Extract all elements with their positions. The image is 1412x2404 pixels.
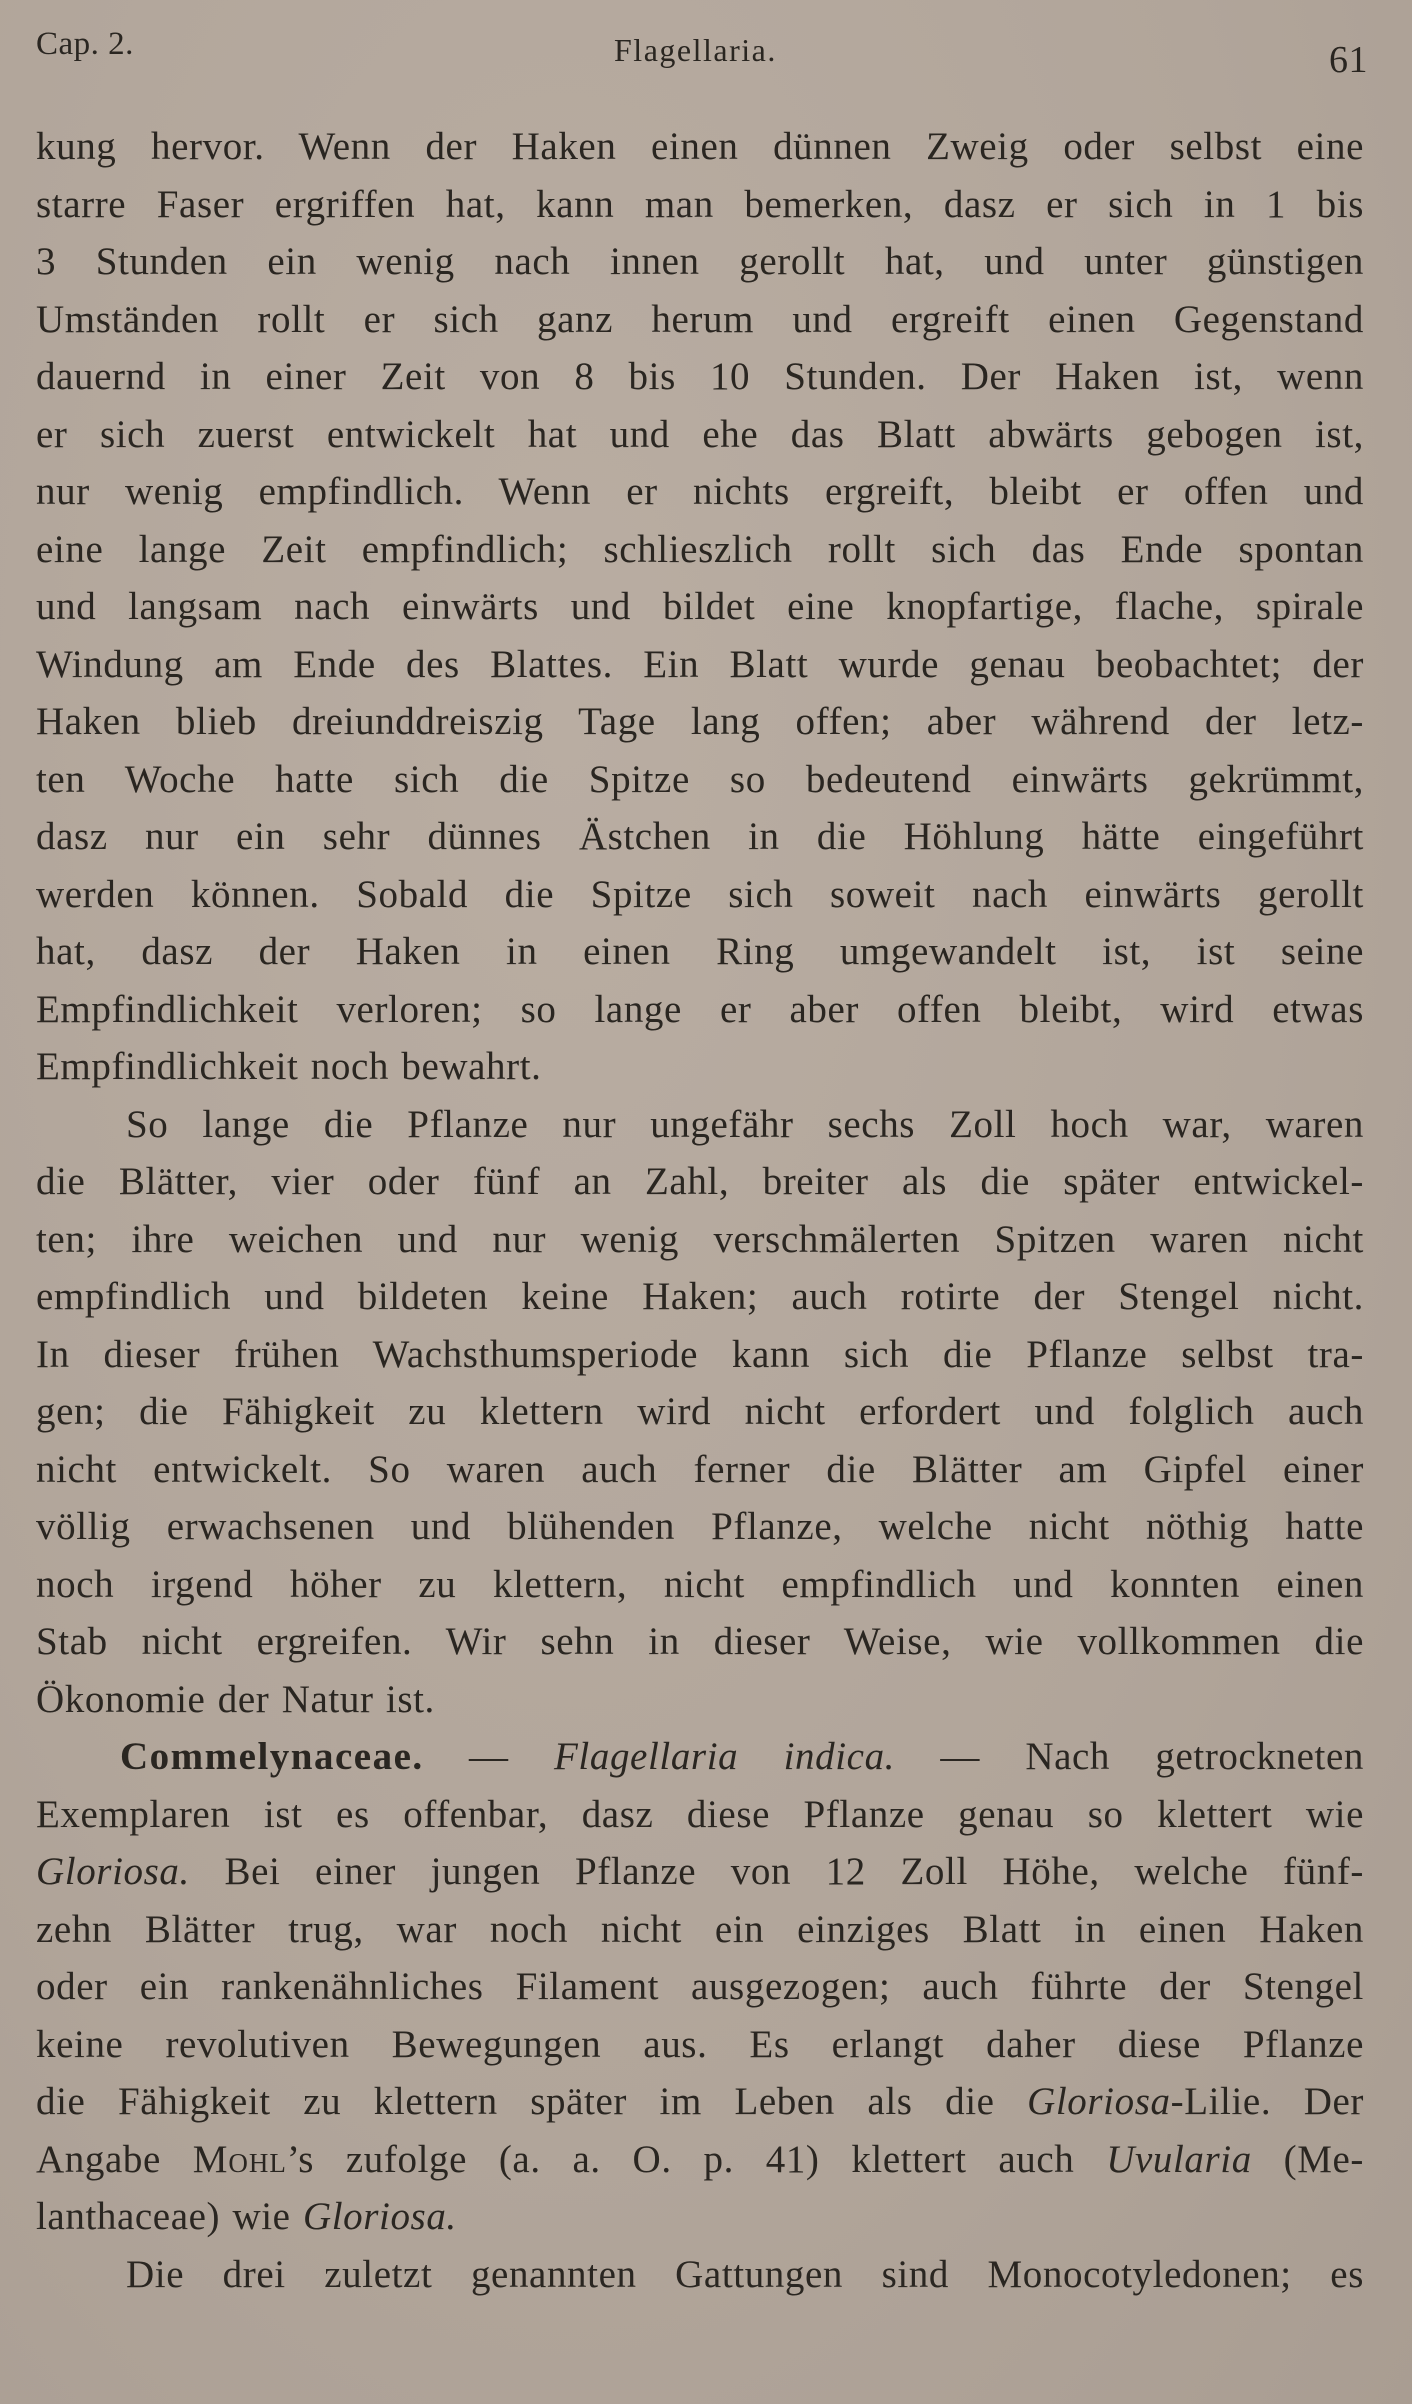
text-line bbox=[36, 406, 1364, 464]
text-segment: Haken blieb dreiunddreiszig Tage lang offen; aber während der letz- bbox=[36, 700, 1364, 743]
text-segment: nicht entwickelt. So waren auch ferner die Blätter am Gipfel einer bbox=[36, 1447, 1364, 1491]
text-segment: Exemplaren ist es offenbar, dasz diese Pflanze genau so klettert wie bbox=[36, 1792, 1364, 1836]
text-line bbox=[36, 1153, 1364, 1211]
running-title: Flagellaria. bbox=[614, 32, 777, 68]
text-line bbox=[36, 2016, 1364, 2074]
text-line bbox=[36, 2246, 1364, 2304]
text-line bbox=[36, 636, 1364, 694]
text-line bbox=[36, 463, 1364, 521]
text-segment: lanthaceae) wie bbox=[36, 2195, 303, 2238]
text-segment: Empfindlichkeit verloren; so lange er aber offen bleibt, wird etwas bbox=[36, 987, 1364, 1031]
text-line bbox=[36, 1498, 1364, 1556]
section-heading: Commelynaceae. bbox=[120, 1735, 424, 1778]
text-line bbox=[36, 751, 1364, 809]
text-line bbox=[36, 1786, 1364, 1844]
text-segment: keine revolutiven Bewegungen aus. Es erlangt daher diese Pflanze bbox=[36, 2022, 1364, 2066]
text-segment: werden können. Sobald die Spitze sich soweit nach einwärts gerollt bbox=[36, 872, 1364, 916]
author-name: Mohl bbox=[192, 2137, 287, 2181]
text-line bbox=[36, 1268, 1364, 1326]
text-line bbox=[36, 1613, 1364, 1671]
text-line bbox=[36, 233, 1364, 291]
page-number: 61 bbox=[1329, 39, 1368, 81]
text-line bbox=[36, 2188, 1364, 2246]
text-segment: empfindlich und bildeten keine Haken; auch rotirte der Stengel nicht. bbox=[36, 1275, 1364, 1318]
text-line bbox=[36, 981, 1364, 1039]
text-segment: dasz nur ein sehr dünnes Ästchen in die Höhlung hätte eingeführt bbox=[36, 815, 1364, 858]
text-line bbox=[36, 2131, 1364, 2189]
text-segment: gen; die Fähigkeit zu klettern wird nicht erfordert und folglich auch bbox=[36, 1390, 1364, 1433]
text-line bbox=[36, 348, 1364, 406]
text-segment: 3 Stunden ein wenig nach innen gerollt hat, und unter günstigen bbox=[36, 240, 1364, 283]
text-segment: die Fähigkeit zu klettern später im Leben als die bbox=[36, 2080, 1028, 2123]
text-segment: Bei einer jungen Pflanze von 12 Zoll Höhe, welche fünf- bbox=[189, 1850, 1364, 1893]
text-segment: ’s zufolge (a. a. O. p. 41) klettert auch bbox=[286, 2137, 1107, 2181]
text-line bbox=[36, 1671, 1364, 1729]
text-segment: Umständen rollt er sich ganz herum und ergreift einen Gegenstand bbox=[36, 297, 1364, 341]
text-segment: — bbox=[423, 1735, 554, 1778]
italic-term: Uvularia bbox=[1106, 2137, 1252, 2181]
text-line bbox=[36, 1556, 1364, 1614]
running-header bbox=[36, 26, 1368, 86]
text-line bbox=[36, 1383, 1364, 1441]
italic-term: Gloriosa. bbox=[36, 1850, 190, 1893]
text-line bbox=[36, 1326, 1364, 1384]
text-segment: oder ein rankenähnliches Filament ausgezogen; auch führte der Stengel bbox=[36, 1965, 1364, 2008]
text-segment: ten Woche hatte sich die Spitze so bedeutend einwärts gekrümmt, bbox=[36, 757, 1364, 801]
text-line bbox=[36, 291, 1364, 349]
text-segment: ten; ihre weichen und nur wenig verschmälerten Spitzen waren nicht bbox=[36, 1217, 1364, 1261]
text-segment: Die drei zuletzt genannten Gattungen sind Monocotyledonen; es bbox=[126, 2252, 1364, 2296]
body-text bbox=[36, 118, 1364, 2303]
text-line bbox=[36, 866, 1364, 924]
text-segment: -Lilie. Der bbox=[1170, 2080, 1364, 2123]
text-line bbox=[36, 1211, 1364, 1269]
text-segment: Stab nicht ergreifen. Wir sehn in dieser Weise, wie vollkommen die bbox=[36, 1620, 1364, 1663]
text-line bbox=[36, 1843, 1364, 1901]
italic-term: Flagellaria indica. bbox=[553, 1735, 896, 1778]
chapter-label: Cap. 2. bbox=[36, 26, 134, 62]
text-line bbox=[36, 1441, 1364, 1499]
text-line bbox=[36, 1096, 1364, 1154]
text-line bbox=[36, 1901, 1364, 1959]
italic-term: Gloriosa. bbox=[302, 2195, 457, 2238]
text-segment: — Nach getrockneten bbox=[895, 1735, 1364, 1778]
text-line bbox=[36, 521, 1364, 579]
text-segment: Angabe bbox=[36, 2137, 193, 2181]
text-segment: dauernd in einer Zeit von 8 bis 10 Stunden. Der Haken ist, wenn bbox=[36, 355, 1364, 398]
text-segment: (Me- bbox=[1251, 2137, 1364, 2181]
text-line bbox=[36, 176, 1364, 234]
text-line bbox=[36, 923, 1364, 981]
text-line bbox=[36, 693, 1364, 751]
text-segment: nur wenig empfindlich. Wenn er nichts ergreift, bleibt er offen und bbox=[36, 470, 1364, 513]
text-segment: zehn Blätter trug, war noch nicht ein einziges Blatt in einen Haken bbox=[36, 1907, 1364, 1951]
text-line bbox=[36, 578, 1364, 636]
text-segment: eine lange Zeit empfindlich; schlieszlich rollt sich das Ende spontan bbox=[36, 527, 1364, 571]
text-segment: starre Faser ergriffen hat, kann man bemerken, dasz er sich in 1 bis bbox=[36, 182, 1364, 226]
text-segment: Empfindlichkeit noch bewahrt. bbox=[36, 1045, 542, 1088]
text-segment: er sich zuerst entwickelt hat und ehe das Blatt abwärts gebogen ist, bbox=[36, 412, 1364, 456]
text-segment: In dieser frühen Wachsthumsperiode kann sich die Pflanze selbst tra- bbox=[36, 1332, 1364, 1376]
text-line bbox=[36, 1038, 1364, 1096]
text-line bbox=[36, 2073, 1364, 2131]
text-segment: hat, dasz der Haken in einen Ring umgewandelt ist, ist seine bbox=[36, 930, 1364, 973]
text-segment: Windung am Ende des Blattes. Ein Blatt wurde genau beobachtet; der bbox=[36, 642, 1364, 686]
text-segment: noch irgend höher zu klettern, nicht empfindlich und konnten einen bbox=[36, 1562, 1364, 1606]
text-segment: So lange die Pflanze nur ungefähr sechs Zoll hoch war, waren bbox=[126, 1102, 1364, 1146]
text-segment: die Blätter, vier oder fünf an Zahl, breiter als die später entwickel- bbox=[36, 1160, 1364, 1203]
text-line bbox=[36, 808, 1364, 866]
text-segment: kung hervor. Wenn der Haken einen dünnen Zweig oder selbst eine bbox=[36, 125, 1364, 168]
text-line bbox=[36, 1728, 1364, 1786]
italic-term: Gloriosa bbox=[1027, 2080, 1171, 2123]
text-line bbox=[36, 1958, 1364, 2016]
text-segment: völlig erwachsenen und blühenden Pflanze, welche nicht nöthig hatte bbox=[36, 1505, 1364, 1548]
text-segment: Ökonomie der Natur ist. bbox=[36, 1677, 435, 1721]
text-line bbox=[36, 118, 1364, 176]
text-segment: und langsam nach einwärts und bildet eine knopfartige, flache, spirale bbox=[36, 585, 1364, 628]
